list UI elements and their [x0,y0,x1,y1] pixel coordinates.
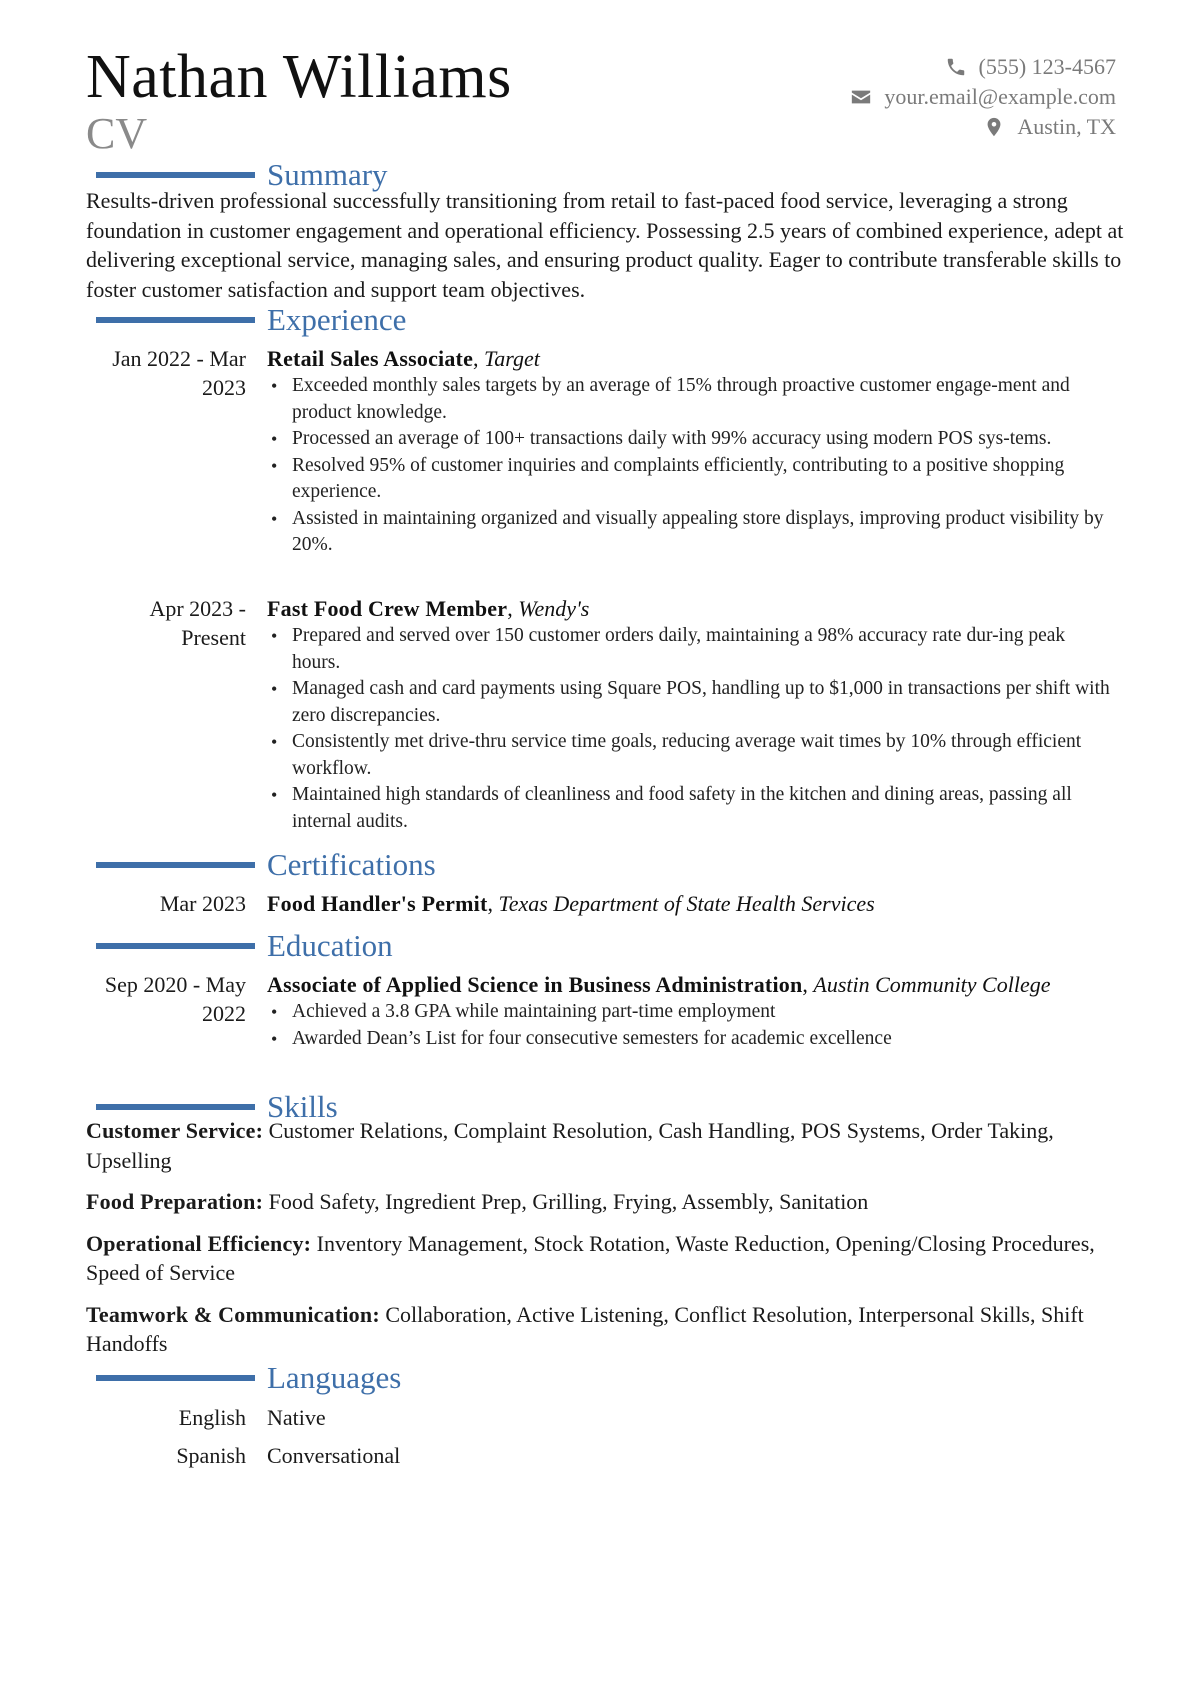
bullet-item: • Assisted in maintaining organized and visually appealing store displays, improving product visibility by 20%. [267,506,1112,559]
section-accent-bar [96,1375,255,1381]
location-text: Austin, TX [1017,114,1116,139]
skill-group [86,1229,1126,1288]
date-start: Apr 2023 - [149,596,246,621]
skill-group-items: Inventory Management, Stock Rotation, Waste Reduction, Opening/Closing Procedures, Speed of Service [86,1230,1095,1285]
entry-body [267,970,1112,1052]
job-org: Wendy's [518,596,590,621]
skill-group-label: Operational Efficiency: [86,1230,312,1256]
bullet-item: • Resolved 95% of customer inquiries and complaints efficiently, contributing to a positive shopping experience. [267,453,1112,506]
entry-title: Associate of Applied Science in Business Administration, Austin Community College [267,972,1051,997]
degree-name: Associate of Applied Science in Business Administration [267,972,803,997]
skill-group-items: Food Safety, Ingredient Prep, Grilling, Frying, Assembly, Sanitation [268,1189,869,1214]
date-end: 2022 [202,1001,246,1026]
bullet-list [267,373,1112,559]
phone-icon [945,56,967,78]
candidate-name: Nathan Williams [86,43,512,111]
language-name: English [178,1405,246,1430]
entry-date [86,594,246,652]
section-title-languages: Languages [267,1360,402,1395]
bullet-item: • Maintained high standards of cleanliness and food safety in the kitchen and dining areas, passing all internal audits. [267,782,1112,835]
job-role: Retail Sales Associate [267,346,474,371]
section-accent-bar [96,1104,255,1110]
map-pin-icon [983,116,1005,138]
entry-body [267,594,1112,835]
date-start: Jan 2022 - Mar [112,346,246,371]
bullet-item: • Consistently met drive-thru service time goals, reducing average wait times by 10% through efficient workflow. [267,729,1112,782]
entry-title: Fast Food Crew Member, Wendy's [267,596,590,621]
bullet-item: • Awarded Dean’s List for four consecutive semesters for academic excellence [267,1026,1112,1053]
section-title-experience: Experience [267,302,407,337]
contact-phone [850,52,1116,82]
skill-group-label: Teamwork & Communication: [86,1301,380,1327]
entry-date [86,970,246,1028]
entry-body [267,889,1112,918]
skill-group-items: Collaboration, Active Listening, Conflict Resolution, Interpersonal Skills, Shift Handoffs [86,1301,1084,1356]
language-entry [0,1403,1190,1433]
skill-group-label: Customer Service: [86,1118,264,1143]
date-start: Sep 2020 - May [104,972,246,997]
section-accent-bar [96,317,255,323]
school-name: Austin Community College [813,972,1051,997]
envelope-icon [850,86,872,108]
entry-title: Food Handler's Permit, Texas Department of State Health Services [267,891,875,916]
skill-group-label: Food Preparation: [86,1189,264,1214]
bullet-list [267,999,1112,1052]
bullet-item: • Managed cash and card payments using Square POS, handling up to $1,000 in transactions per shift with zero discrepancies. [267,676,1112,729]
entry-date [86,344,246,402]
language-name: Spanish [176,1443,246,1468]
summary-text: Results-driven professional successfully transitioning from retail to fast-paced food service, leveraging a strong foundation in customer engagement and operational efficiency. Possessing 2.5 years of combined experience, adept at delivering exceptional service, managing sales, and ensuring product quality. Eager to contribute transferable skills to foster customer satisfaction and support team objectives. [86,188,1124,302]
entry-body [267,344,1112,559]
certification-issuer: Texas Department of State Health Services [498,891,875,916]
phone-text: (555) 123-4567 [978,54,1116,79]
skills-list [86,1116,1126,1371]
bullet-item: • Processed an average of 100+ transactions daily with 99% accuracy using modern POS sys-tems. [267,426,1112,453]
bullet-list [267,623,1112,835]
entry-title: Retail Sales Associate, Target [267,346,540,371]
section-accent-bar [96,172,255,178]
job-org: Target [484,346,540,371]
contact-location [850,112,1116,142]
section-accent-bar [96,943,255,949]
certification-name: Food Handler's Permit [267,891,488,916]
language-level: Native [267,1405,326,1430]
skill-group [86,1300,1126,1359]
job-role: Fast Food Crew Member [267,596,508,621]
language-level: Conversational [267,1443,401,1468]
contact-email [850,82,1116,112]
section-title-summary: Summary [267,157,388,192]
skill-group-items: Customer Relations, Complaint Resolution, Cash Handling, POS Systems, Order Taking, Upselling [86,1118,1054,1173]
document-subtitle: CV [86,109,148,158]
entry-date: Mar 2023 [159,891,246,916]
skill-group [86,1116,1126,1175]
section-title-certifications: Certifications [267,847,436,882]
date-end: 2023 [202,375,246,400]
contact-block [850,52,1116,142]
section-title-education: Education [267,928,393,963]
date-end: Present [181,625,246,650]
bullet-item: • Exceeded monthly sales targets by an average of 15% through proactive customer engage-ment and product knowledge. [267,373,1112,426]
section-accent-bar [96,862,255,868]
language-entry [0,1441,1190,1471]
skill-group [86,1187,1126,1217]
bullet-item: • Achieved a 3.8 GPA while maintaining part-time employment [267,999,1112,1026]
section-title-skills: Skills [267,1089,338,1124]
bullet-item: • Prepared and served over 150 customer orders daily, maintaining a 98% accuracy rate dur-ing peak hours. [267,623,1112,676]
email-text: your.email@example.com [884,84,1116,109]
